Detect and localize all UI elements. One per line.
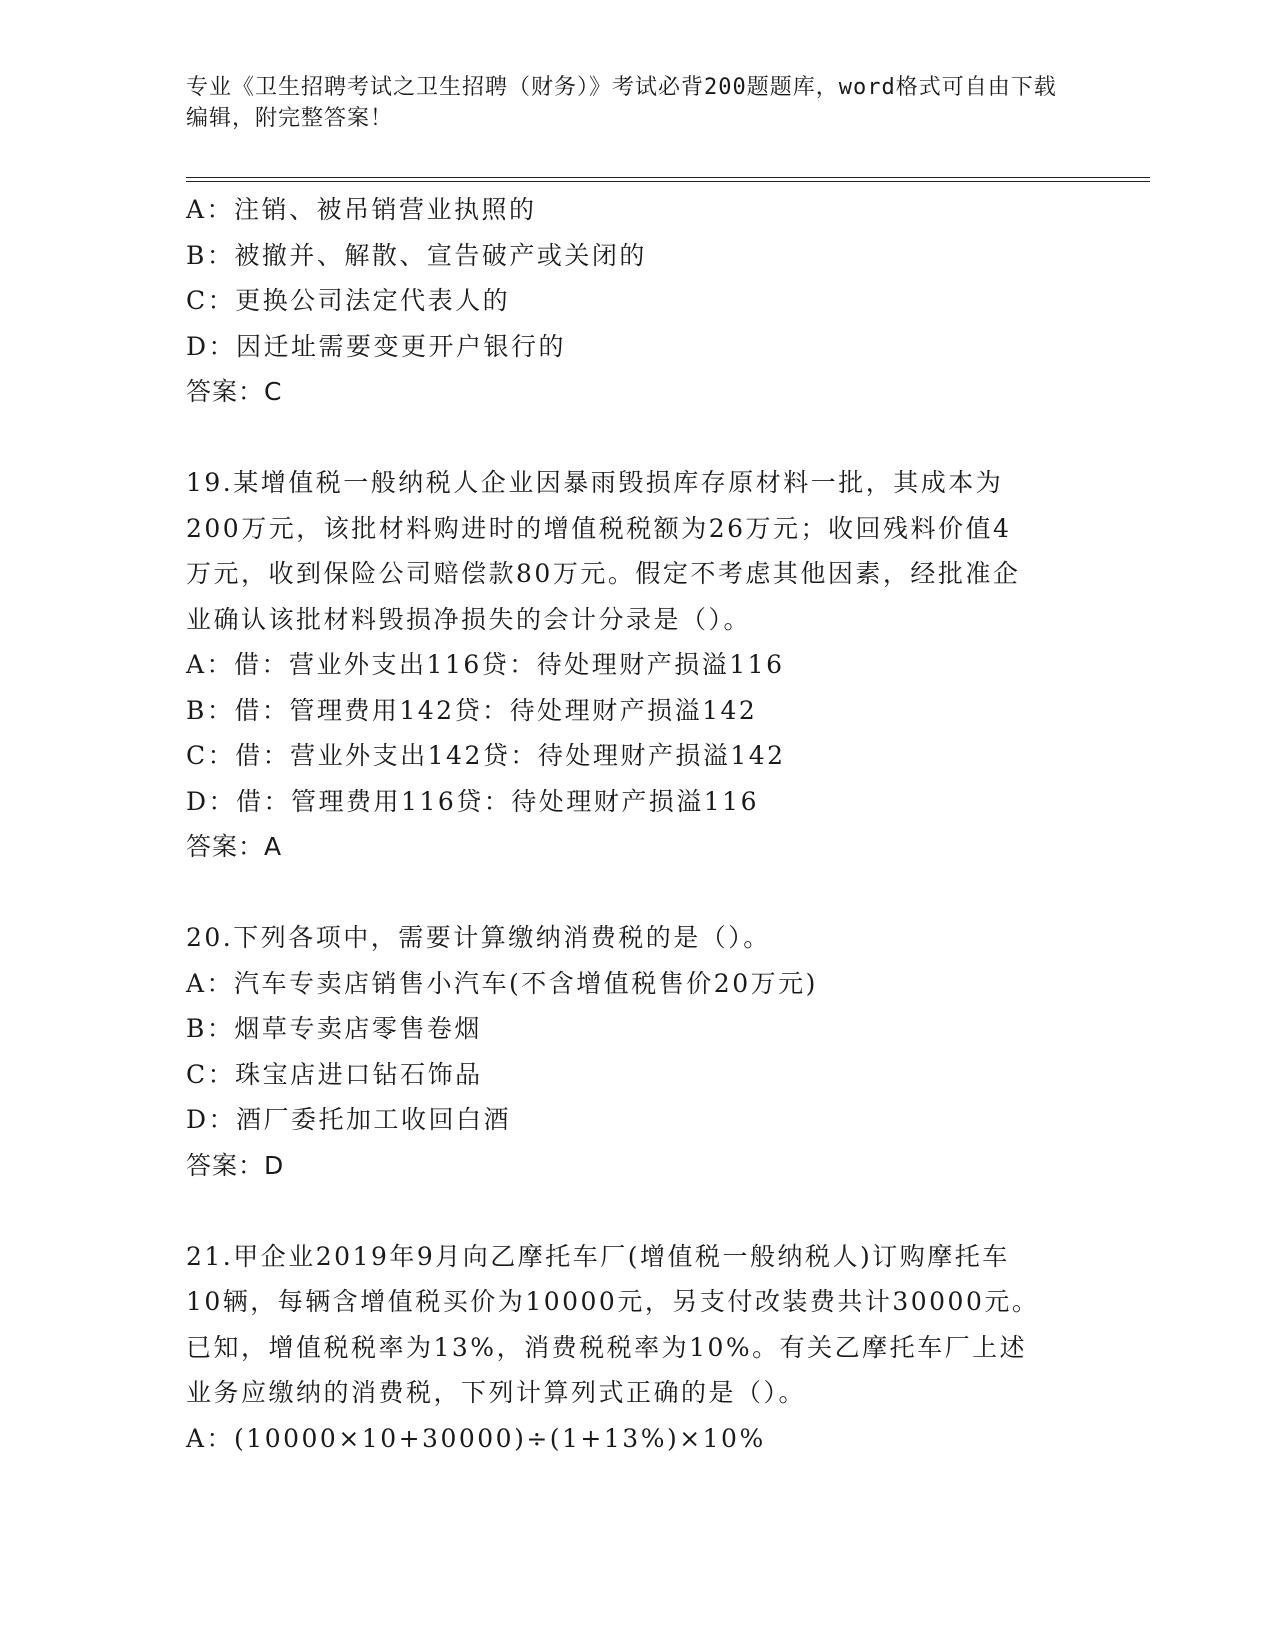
option-a: A：(10000×10+30000)÷(1+13%)×10% [186, 1423, 766, 1453]
question-19-answer: 答案：A [186, 832, 283, 861]
option-d: D：酒厂委托加工收回白酒 [186, 1105, 512, 1134]
header-divider-top [186, 177, 1150, 178]
option-b: B：被撤并、解散、宣告破产或关闭的 [186, 240, 647, 270]
question-stem-line: 200万元，该批材料购进时的增值税税额为26万元；收回残料价值4 [186, 513, 1012, 543]
option-d: D：借：管理费用116贷：待处理财产损溢116 [186, 786, 759, 816]
question-20-answer: 答案：D [186, 1150, 285, 1180]
question-stem-line: 20.下列各项中，需要计算缴纳消费税的是（）。 [186, 923, 771, 952]
question-stem-line: 业务应缴纳的消费税，下列计算列式正确的是（）。 [186, 1378, 807, 1407]
option-c: C：更换公司法定代表人的 [186, 286, 511, 315]
question-20 [186, 915, 1086, 1188]
header-divider-bottom [186, 181, 1150, 182]
question-stem-line: 10辆，每辆含增值税买价为10000元，另支付改装费共计30000元。 [186, 1287, 1040, 1316]
option-c: C：借：营业外支出142贷：待处理财产损溢142 [186, 741, 786, 770]
question-19 [186, 460, 1086, 870]
question-stem-line: 业确认该批材料毁损净损失的会计分录是（）。 [186, 604, 752, 634]
question-stem-line: 21.甲企业2019年9月向乙摩托车厂(增值税一般纳税人)订购摩托车 [186, 1241, 1010, 1271]
option-d: D：因迁址需要变更开户银行的 [186, 331, 567, 361]
option-b: B：借：管理费用142贷：待处理财产损溢142 [186, 695, 758, 725]
question-stem-line: 已知，增值税税率为13%，消费税税率为10%。有关乙摩托车厂上述 [186, 1332, 1028, 1362]
spacer [186, 1188, 1086, 1234]
question-18-answer: 答案：C [186, 377, 283, 406]
option-b: B：烟草专卖店零售卷烟 [186, 1014, 482, 1043]
option-c: C：珠宝店进口钻石饰品 [186, 1059, 483, 1089]
option-a: A：借：营业外支出116贷：待处理财产损溢116 [186, 650, 785, 679]
question-18-options [186, 187, 1086, 415]
question-stem-line: 19.某增值税一般纳税人企业因暴雨毁损库存原材料一批，其成本为 [186, 468, 1004, 497]
document-header: 专业《卫生招聘考试之卫生招聘（财务）》考试必背200题题库，word格式可自由下载编辑，附完整答案！ [186, 75, 1057, 131]
question-content [186, 187, 1086, 1461]
option-a: A：注销、被吊销营业执照的 [186, 195, 537, 224]
question-21 [186, 1234, 1086, 1462]
spacer [186, 870, 1086, 916]
option-a: A：汽车专卖店销售小汽车(不含增值税售价20万元) [186, 968, 818, 998]
spacer [186, 415, 1086, 461]
question-stem-line: 万元，收到保险公司赔偿款80万元。假定不考虑其他因素，经批准企 [186, 559, 1021, 588]
